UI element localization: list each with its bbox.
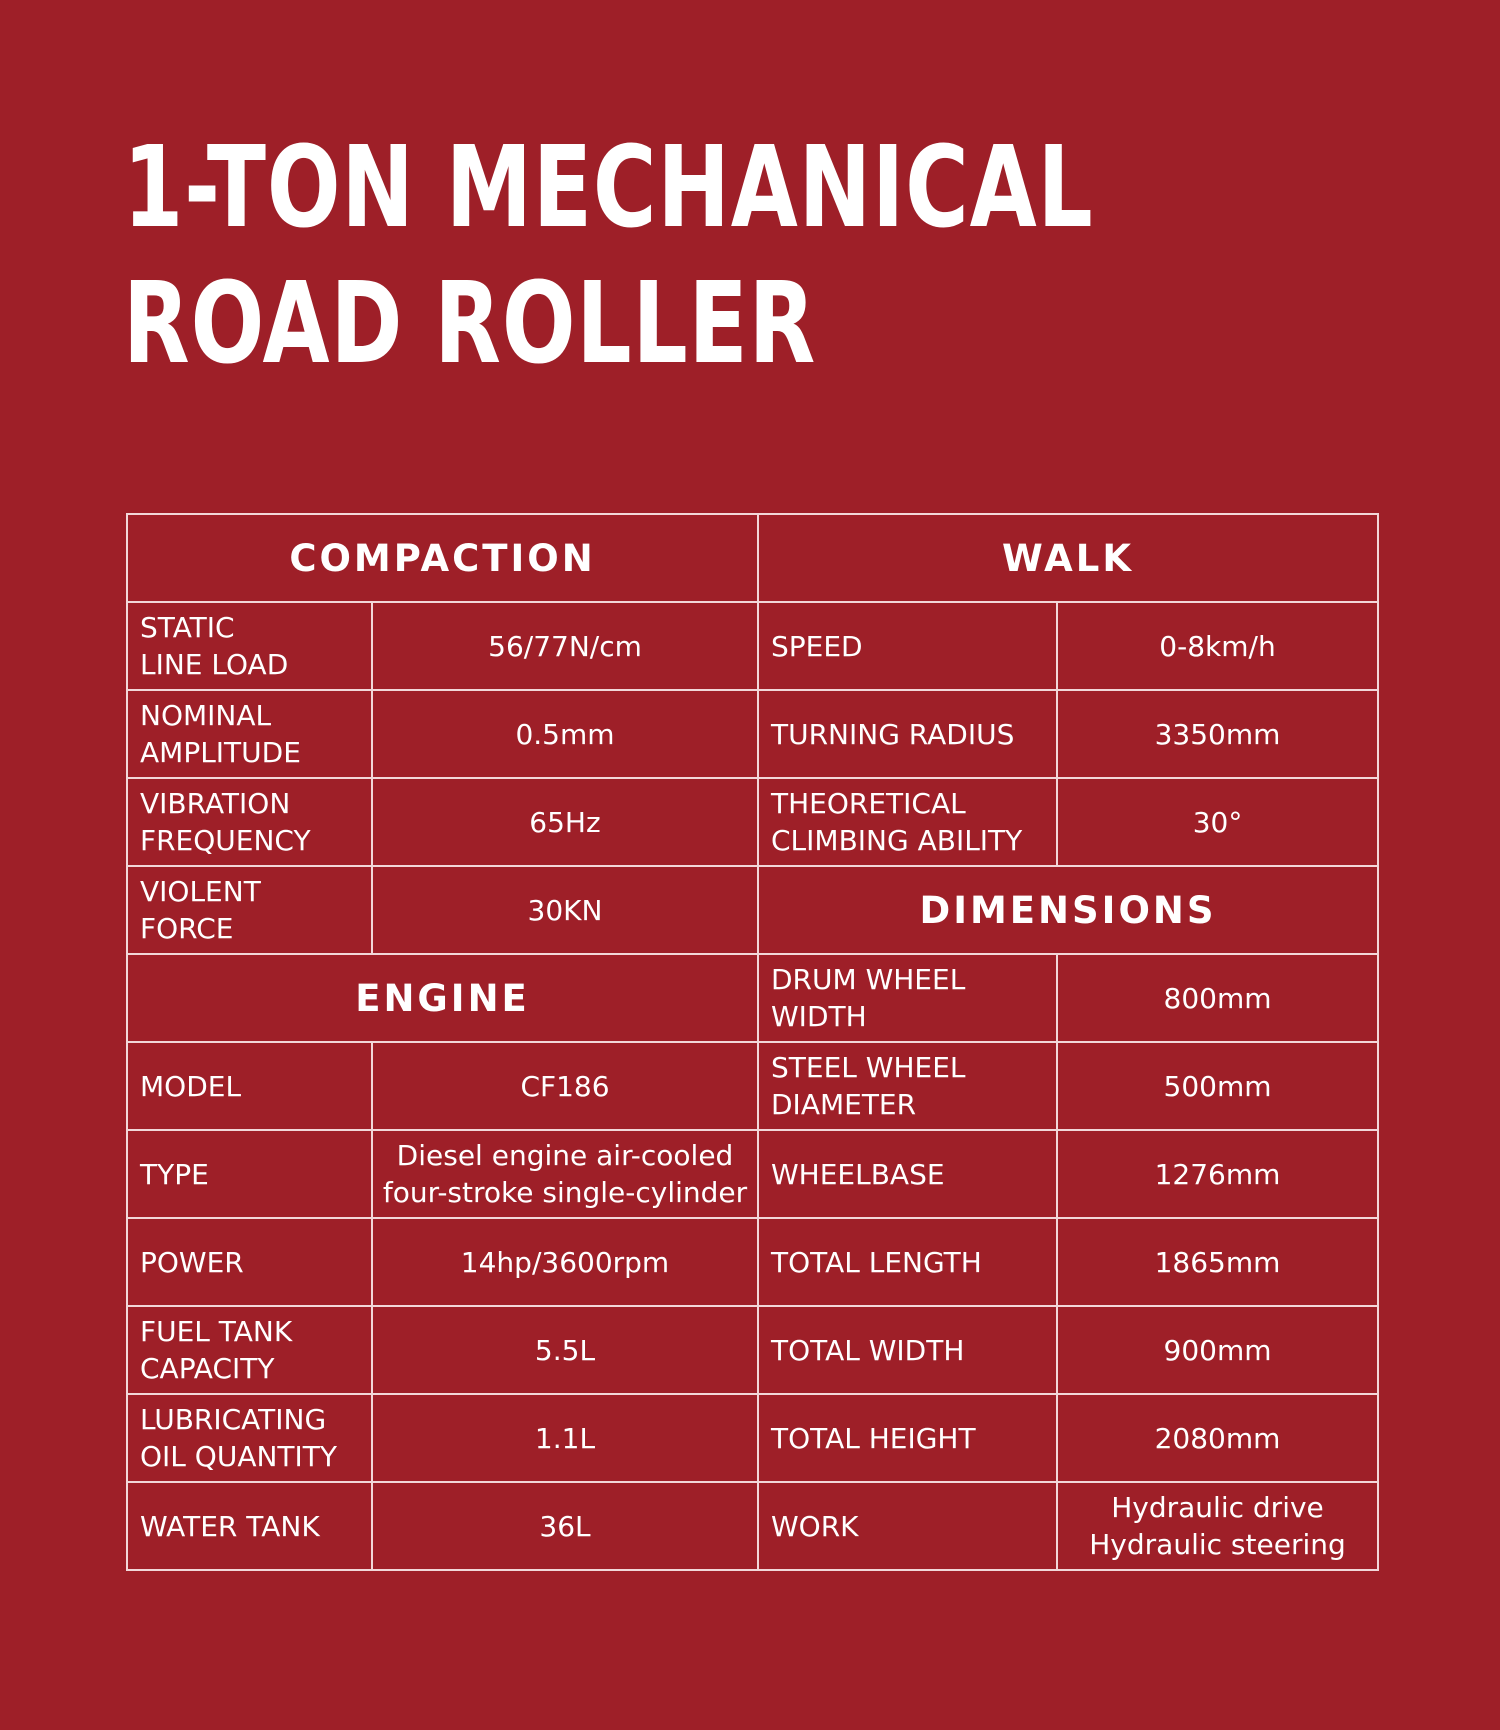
spec-value: 65Hz — [372, 778, 758, 866]
spec-value: 800mm — [1057, 954, 1378, 1042]
spec-value: 0.5mm — [372, 690, 758, 778]
spec-label: WORK — [758, 1482, 1057, 1570]
table-row — [127, 514, 1378, 602]
spec-value: 1865mm — [1057, 1218, 1378, 1306]
table-row — [127, 954, 1378, 1042]
spec-label: NOMINAL AMPLITUDE — [127, 690, 372, 778]
table-row — [127, 778, 1378, 866]
spec-label: MODEL — [127, 1042, 372, 1130]
spec-label: VIBRATION FREQUENCY — [127, 778, 372, 866]
spec-value: 30KN — [372, 866, 758, 954]
spec-value: 3350mm — [1057, 690, 1378, 778]
spec-value: 1.1L — [372, 1394, 758, 1482]
table-row — [127, 1130, 1378, 1218]
spec-label: POWER — [127, 1218, 372, 1306]
spec-label: WATER TANK — [127, 1482, 372, 1570]
engine-heading: ENGINE — [127, 954, 758, 1042]
table-row — [127, 1306, 1378, 1394]
spec-label: TOTAL HEIGHT — [758, 1394, 1057, 1482]
spec-value: 2080mm — [1057, 1394, 1378, 1482]
table-row — [127, 1218, 1378, 1306]
title-line-2: ROAD ROLLER — [123, 259, 817, 389]
spec-value: 5.5L — [372, 1306, 758, 1394]
spec-value: CF186 — [372, 1042, 758, 1130]
table-row — [127, 690, 1378, 778]
spec-label: TOTAL LENGTH — [758, 1218, 1057, 1306]
spec-label: WHEELBASE — [758, 1130, 1057, 1218]
spec-label: STATIC LINE LOAD — [127, 602, 372, 690]
spec-label: FUEL TANK CAPACITY — [127, 1306, 372, 1394]
compaction-heading: COMPACTION — [127, 514, 758, 602]
spec-value: 36L — [372, 1482, 758, 1570]
spec-value: 1276mm — [1057, 1130, 1378, 1218]
table-row — [127, 1042, 1378, 1130]
spec-value: 900mm — [1057, 1306, 1378, 1394]
table-row — [127, 602, 1378, 690]
spec-value: Diesel engine air-cooled four-stroke single-cylinder — [372, 1130, 758, 1218]
table-row — [127, 1482, 1378, 1570]
spec-label: TOTAL WIDTH — [758, 1306, 1057, 1394]
spec-label: LUBRICATING OIL QUANTITY — [127, 1394, 372, 1482]
spec-value: 14hp/3600rpm — [372, 1218, 758, 1306]
walk-heading: WALK — [758, 514, 1378, 602]
title-line-1: 1-TON MECHANICAL — [123, 123, 1094, 253]
table-row — [127, 1394, 1378, 1482]
page-title — [123, 120, 1094, 392]
dimensions-heading: DIMENSIONS — [758, 866, 1378, 954]
spec-label: TURNING RADIUS — [758, 690, 1057, 778]
spec-value: 30° — [1057, 778, 1378, 866]
spec-label: DRUM WHEEL WIDTH — [758, 954, 1057, 1042]
table-row — [127, 866, 1378, 954]
spec-label: TYPE — [127, 1130, 372, 1218]
spec-label: STEEL WHEEL DIAMETER — [758, 1042, 1057, 1130]
spec-value: Hydraulic drive Hydraulic steering — [1057, 1482, 1378, 1570]
spec-value: 0-8km/h — [1057, 602, 1378, 690]
spec-value: 56/77N/cm — [372, 602, 758, 690]
spec-label: SPEED — [758, 602, 1057, 690]
spec-label: THEORETICAL CLIMBING ABILITY — [758, 778, 1057, 866]
spec-table — [126, 513, 1379, 1571]
spec-label: VIOLENT FORCE — [127, 866, 372, 954]
spec-value: 500mm — [1057, 1042, 1378, 1130]
